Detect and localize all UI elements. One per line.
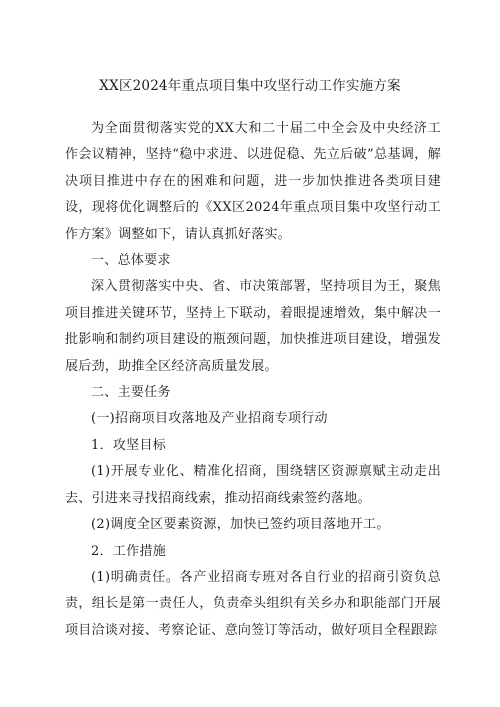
document-body (65, 116, 441, 644)
goal-point-1: (1)开展专业化、精准化招商，围绕辖区资源禀赋主动走出去、引进来寻找招商线索，推动招商线索签约落地。 (65, 464, 441, 506)
item-heading-goals: 1．攻坚目标 (91, 437, 167, 453)
item-heading-measures: 2．工作措施 (91, 543, 167, 559)
intro-paragraph: 为全面贯彻落实党的XX大和二十届二中全会及中央经济工作会议精神，坚持“稳中求进、以进促稳、先立后破”总基调，解决项目推进中存在的困难和问题，进一步加快推进各类项目建设，现将优化调整后的《XX区2024年重点项目集中攻坚行动工作方案》调整如下，请认真抓好落实。 (65, 121, 441, 242)
document-title: XX区2024年重点项目集中攻坚行动工作实施方案 (99, 78, 401, 94)
measure-point-1: (1)明确责任。各产业招商专班对各自行业的招商引资负总责，组长是第一责任人，负责牵头组织有关乡办和职能部门开展项目洽谈对接、考察论证、意向签订等活动，做好项目全程跟踪 (65, 569, 441, 638)
subsection-heading-investment: (一)招商项目攻落地及产业招商专项行动 (91, 411, 328, 427)
section-heading-main-tasks: 二、主要任务 (91, 385, 171, 401)
goal-point-2: (2)调度全区要素资源，加快已签约项目落地开工。 (91, 517, 390, 533)
section-heading-general-requirements: 一、总体要求 (91, 253, 171, 269)
general-requirements-paragraph: 深入贯彻落实中央、省、市决策部署，坚持项目为王，聚焦项目推进关键环节，坚持上下联动，着眼提速增效，集中解决一批影响和制约项目建设的瓶颈问题，加快推进项目建设，增强发展后劲，助推全区经济高质量发展。 (65, 279, 441, 374)
